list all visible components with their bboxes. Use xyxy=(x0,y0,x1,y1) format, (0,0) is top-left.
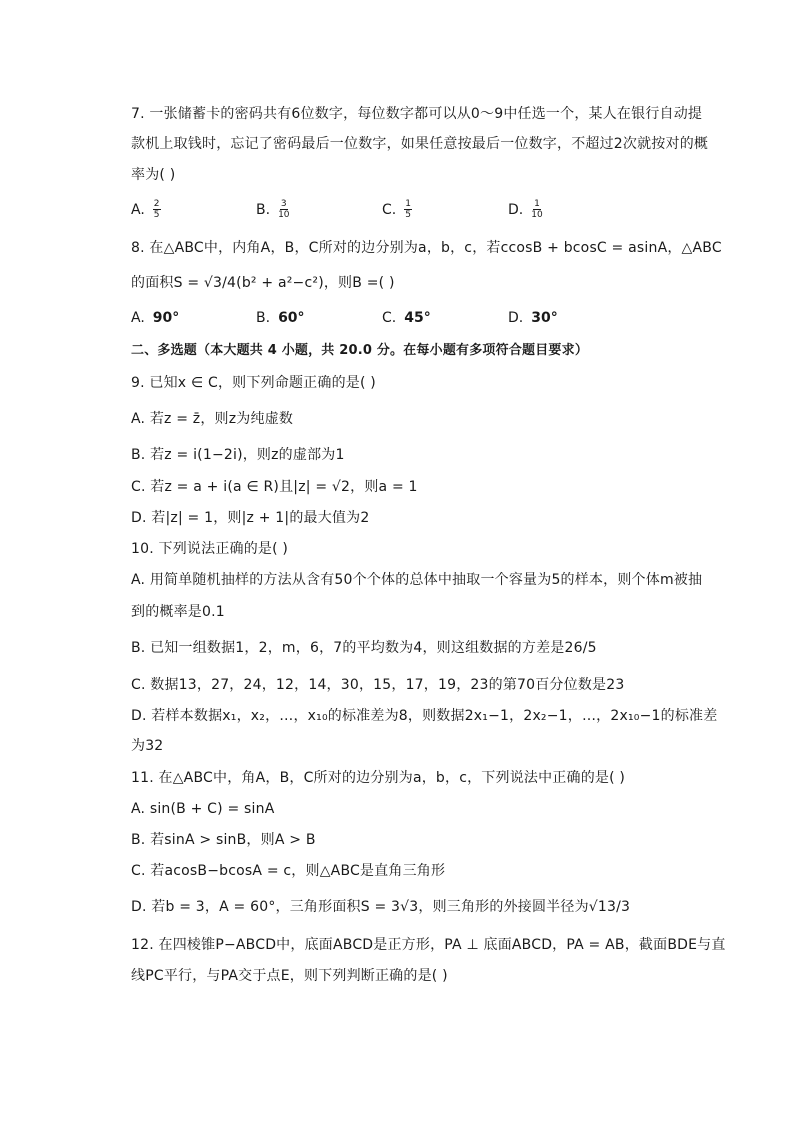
q8-option-d[interactable] xyxy=(508,310,558,326)
q10-option-a-line-1[interactable]: A. 用简单随机抽样的方法从含有50个个体的总体中抽取一个容量为5的样本，则个体m被抽 xyxy=(131,572,703,588)
q11-option-c[interactable]: C. 若acosB−bcosA = c，则△ABC是直角三角形 xyxy=(131,863,446,879)
fraction xyxy=(278,199,289,220)
q9-stem: 9. 已知x ∈ C，则下列命题正确的是( ) xyxy=(131,375,376,391)
numerator: 1 xyxy=(534,199,540,209)
option-label: B. xyxy=(256,201,271,218)
option-label: D. xyxy=(508,310,524,326)
denominator: 10 xyxy=(531,210,543,220)
option-label: C. xyxy=(382,201,397,218)
option-label: C. xyxy=(382,310,397,326)
q12-line-2: 线PC平行，与PA交于点E，则下列判断正确的是( ) xyxy=(131,968,448,984)
q11-option-b[interactable]: B. 若sinA > sinB，则A > B xyxy=(131,832,316,848)
fraction xyxy=(404,199,412,220)
denominator: 10 xyxy=(278,210,290,220)
option-value: 30° xyxy=(531,310,558,326)
option-label: B. xyxy=(256,310,271,326)
numerator: 1 xyxy=(405,199,411,209)
q7-line-2: 款机上取钱时，忘记了密码最后一位数字，如果任意按最后一位数字，不超过2次就按对的概 xyxy=(131,136,709,152)
q7-options xyxy=(131,199,696,223)
q11-option-d[interactable]: D. 若b = 3，A = 60°，三角形面积S = 3√3，则三角形的外接圆半径为√13/3 xyxy=(131,899,631,915)
fraction xyxy=(531,199,542,220)
numerator: 2 xyxy=(153,199,160,209)
denominator: 5 xyxy=(405,210,411,220)
q8-options xyxy=(131,310,696,334)
q7-option-b[interactable] xyxy=(256,199,290,220)
q10-option-a-line-2: 到的概率是0.1 xyxy=(131,604,225,620)
q8-option-b[interactable] xyxy=(256,310,305,326)
q8-option-a[interactable] xyxy=(131,310,179,326)
q9-option-b[interactable]: B. 若z = i(1−2i)，则z的虚部为1 xyxy=(131,447,345,463)
q10-option-d-line-2: 为32 xyxy=(131,738,164,754)
option-value: 45° xyxy=(404,310,431,326)
option-value: 60° xyxy=(278,310,305,326)
q7-line-1: 7. 一张储蓄卡的密码共有6位数字，每位数字都可以从0～9中任选一个，某人在银行自动提 xyxy=(131,106,703,122)
q8-line-2: 的面积S = √3/4(b² + a²−c²)，则B =( ) xyxy=(131,275,395,291)
q9-option-c[interactable]: C. 若z = a + i(a ∈ R)且|z| = √2，则a = 1 xyxy=(131,479,418,495)
option-label: D. xyxy=(508,201,524,218)
q10-stem: 10. 下列说法正确的是( ) xyxy=(131,541,289,557)
q7-option-c[interactable] xyxy=(382,199,412,220)
option-value: 90° xyxy=(152,310,180,326)
q7-option-d[interactable] xyxy=(508,199,543,220)
option-label: A. xyxy=(131,201,145,218)
numerator: 3 xyxy=(280,199,287,209)
q10-option-b[interactable]: B. 已知一组数据1，2，m，6，7的平均数为4，则这组数据的方差是26/5 xyxy=(131,640,597,656)
q8-option-c[interactable] xyxy=(382,310,431,326)
q9-option-a[interactable]: A. 若z = z̄，则z为纯虚数 xyxy=(131,411,294,427)
q7-line-3: 率为( ) xyxy=(131,167,176,183)
option-label: A. xyxy=(131,310,145,326)
q11-stem: 11. 在△ABC中，角A，B，C所对的边分别为a，b，c，下列说法中正确的是( ) xyxy=(131,770,626,786)
q7-option-a[interactable] xyxy=(131,199,161,220)
section-heading: 二、多选题（本大题共 4 小题，共 20.0 分。在每小题有多项符合题目要求） xyxy=(131,343,589,358)
q12-line-1: 12. 在四棱锥P−ABCD中，底面ABCD是正方形，PA ⊥ 底面ABCD，PA = AB，截面BDE与直 xyxy=(131,937,726,953)
q9-option-d[interactable]: D. 若|z| = 1，则|z + 1|的最大值为2 xyxy=(131,510,370,526)
denominator: 5 xyxy=(153,210,160,220)
fraction xyxy=(153,199,161,220)
q10-option-d-line-1[interactable]: D. 若样本数据x₁，x₂，…，x₁₀的标准差为8，则数据2x₁−1，2x₂−1，…，2x₁₀−1的标准差 xyxy=(131,708,718,724)
q11-option-a[interactable]: A. sin(B + C) = sinA xyxy=(131,801,275,817)
q8-line-1: 8. 在△ABC中，内角A，B，C所对的边分别为a，b，c，若ccosB + bcosC = asinA，△ABC xyxy=(131,240,722,256)
q10-option-c[interactable]: C. 数据13，27，24，12，14，30，15，17，19，23的第70百分位数是23 xyxy=(131,677,625,693)
